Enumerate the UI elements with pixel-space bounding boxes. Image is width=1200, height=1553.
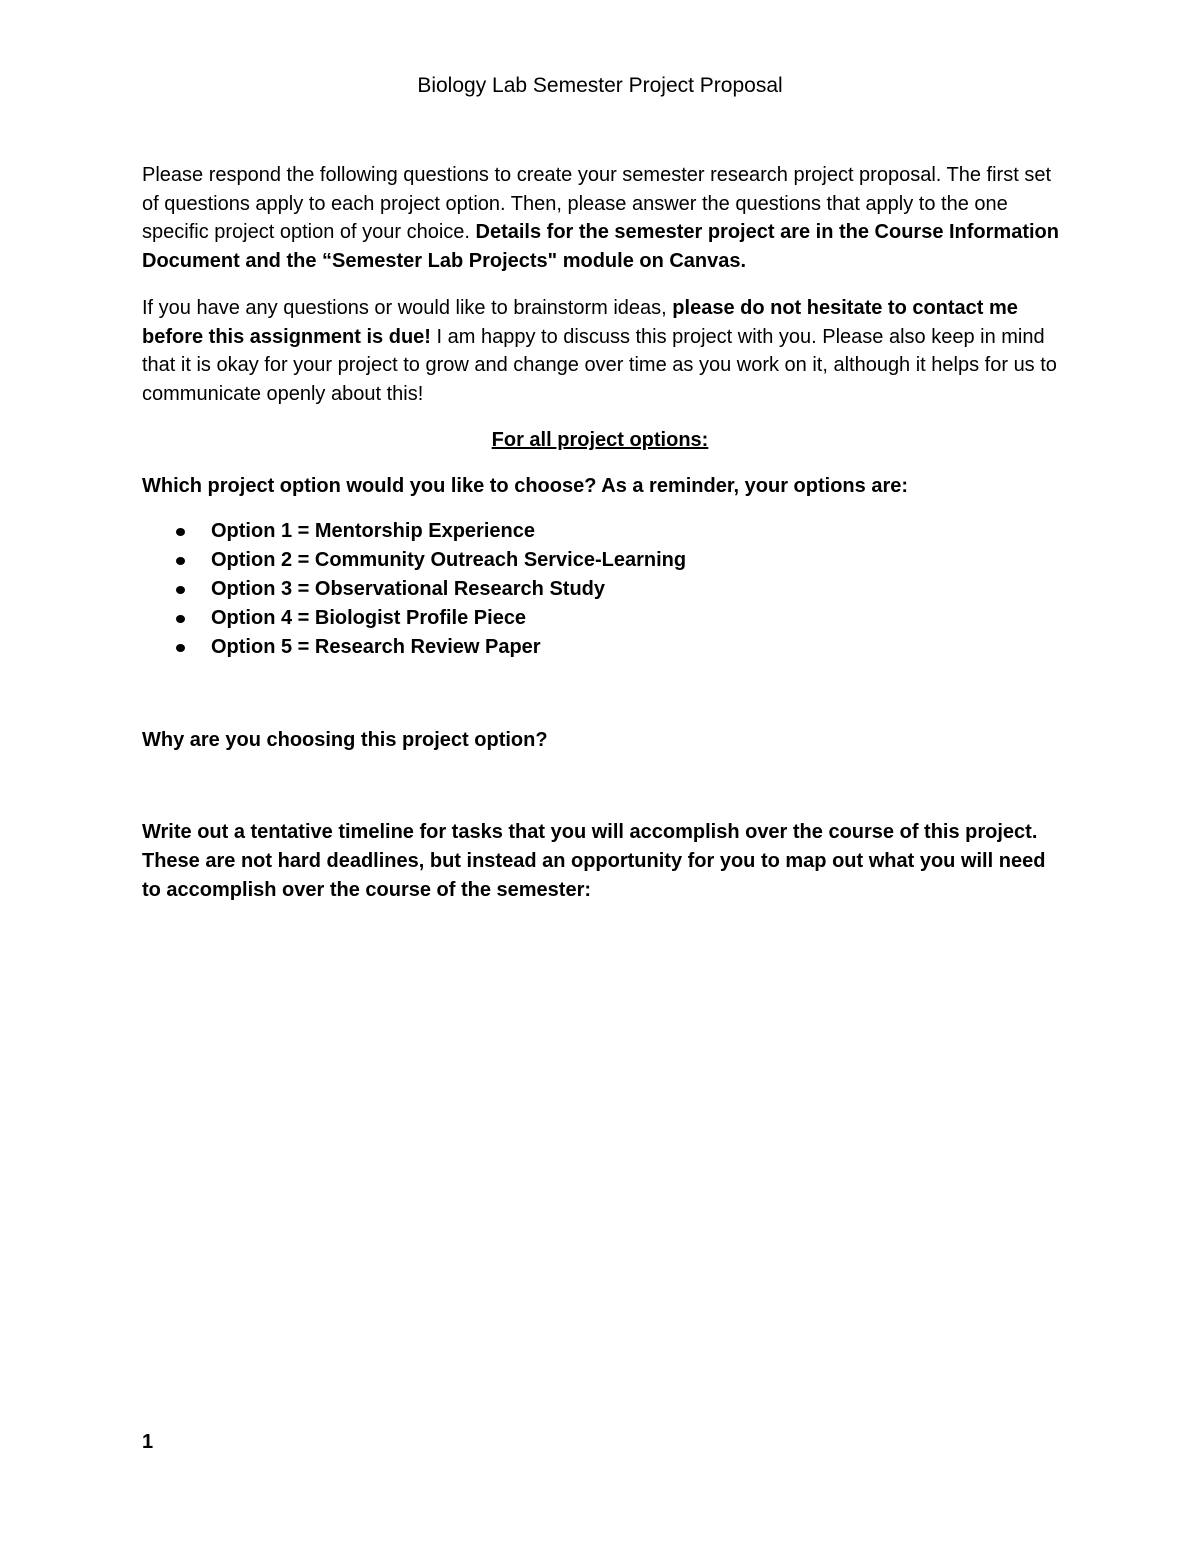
bullet-icon xyxy=(176,557,185,565)
option-label: Option 4 = Biologist Profile Piece xyxy=(211,607,527,629)
page-number: 1 xyxy=(142,1431,154,1453)
question-timeline: Write out a tentative timeline for tasks that you will accomplish over the course of this project. These are not hard deadlines, but instead an opportunity for you to map out what you will need to accomplish over the course of the semester: xyxy=(142,821,1046,901)
contact-paragraph xyxy=(142,294,1062,408)
list-item-option-2 xyxy=(142,546,686,575)
bullet-icon xyxy=(176,586,185,594)
question-why: Why are you choosing this project option? xyxy=(142,729,548,751)
intro-text: Please respond the following questions to create your semester research project proposal. The first set of questions apply to each project option. Then, please answer the questions that apply to the one specific project option of your choice. xyxy=(142,164,1051,243)
options-list xyxy=(142,517,686,662)
contact-text-start: If you have any questions or would like to brainstorm ideas, xyxy=(142,297,673,319)
list-item-option-1 xyxy=(142,517,686,546)
bullet-icon xyxy=(176,528,185,536)
intro-paragraph xyxy=(142,161,1062,275)
option-label: Option 2 = Community Outreach Service-Learning xyxy=(211,549,687,571)
contact-bold-text: please do not hesitate to contact me before this assignment is due! xyxy=(142,297,1018,348)
intro-bold-text: Details for the semester project are in the Course Information Document and the “Semester Lab Projects" module on Canvas. xyxy=(142,221,1059,272)
contact-text-end: I am happy to discuss this project with you. Please also keep in mind that it is okay for your project to grow and change over time as you work on it, although it helps for us to communicate openly about this! xyxy=(142,325,1057,405)
option-label: Option 1 = Mentorship Experience xyxy=(211,520,535,542)
list-item-option-5 xyxy=(142,633,686,662)
bullet-icon xyxy=(176,615,185,623)
list-item-option-3 xyxy=(142,575,686,604)
section-heading: For all project options: xyxy=(491,429,709,451)
question-choose-option: Which project option would you like to choose? As a reminder, your options are: xyxy=(142,475,909,497)
option-label: Option 3 = Observational Research Study xyxy=(211,578,606,600)
option-label: Option 5 = Research Review Paper xyxy=(211,636,541,658)
list-item-option-4 xyxy=(142,604,686,633)
document-title: Biology Lab Semester Project Proposal xyxy=(417,74,783,97)
bullet-icon xyxy=(176,644,185,652)
